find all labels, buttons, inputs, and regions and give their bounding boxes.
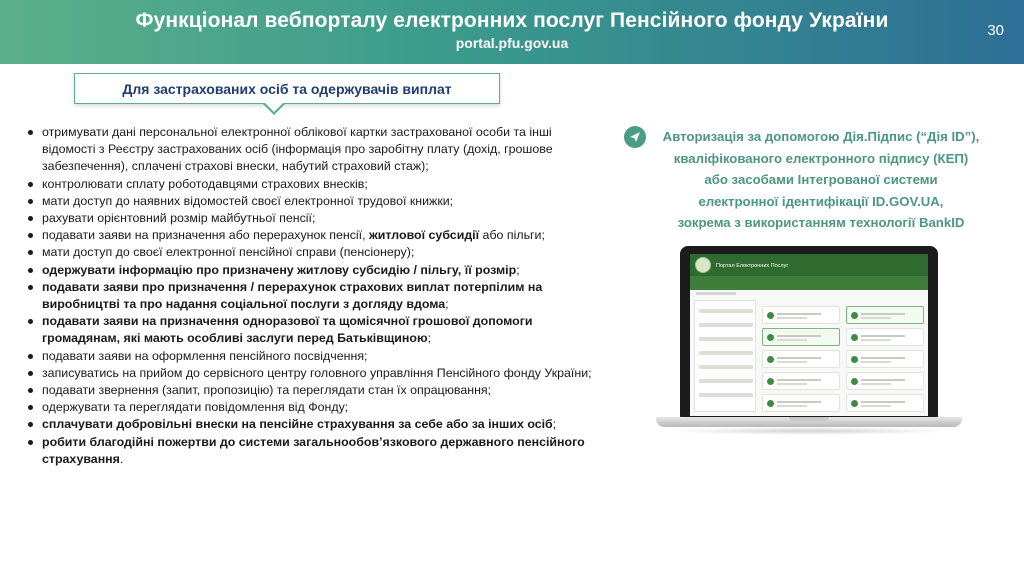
feature-text: отримувати дані персональної електронної облікової картки застрахованої особи та інші відомості з Реєстру застрахованих осіб (інформація про заробітну плату (дохід, грошове забезпечення), сплачені страхові внески, набутий страховий стаж); [42, 125, 553, 174]
feature-text: ; [427, 331, 432, 346]
feature-list-item [28, 416, 608, 433]
authorization-description [652, 126, 990, 234]
header-band [0, 0, 1024, 64]
paper-plane-icon [629, 131, 641, 143]
auth-line: зокрема з використанням технології BankID [677, 215, 965, 230]
portal-card [846, 306, 924, 324]
portal-sidebar-item [699, 337, 753, 341]
feature-text: контролювати сплату роботодавцями страхових внесків; [42, 176, 368, 191]
feature-list-item [28, 348, 608, 365]
portal-card [762, 372, 840, 390]
portal-card [846, 328, 924, 346]
pfu-emblem-icon [695, 257, 711, 273]
portal-card [762, 394, 840, 412]
feature-list-item [28, 434, 608, 468]
feature-text: мати доступ до своєї електронної пенсійної справи (пенсіонеру); [42, 245, 415, 260]
section-label-box [74, 73, 500, 104]
laptop-base-notch [789, 417, 829, 421]
feature-list-item [28, 210, 608, 227]
portal-card [762, 328, 840, 346]
feature-text: одержувати та переглядати повідомлення від Фонду; [42, 400, 349, 415]
page-number: 30 [987, 22, 1004, 39]
feature-list-item [28, 193, 608, 210]
feature-list-item [28, 244, 608, 261]
feature-text-bold: одержувати інформацію про призначену житлову субсидію / пільгу, її розмір [42, 262, 517, 277]
feature-text: . [119, 451, 124, 466]
portal-breadcrumb [696, 292, 736, 295]
auth-line: або засобами Інтегрованої системи [704, 172, 938, 187]
feature-text: ; [552, 417, 557, 432]
portal-title: Портал Електронних Послуг [716, 263, 789, 269]
feature-list-item [28, 313, 608, 347]
feature-text-bold: подавати заяви на призначення одноразової та щомісячної грошової допомоги громадянам, які мають особливі заслуги перед Батьківщиною [42, 314, 533, 346]
feature-list [28, 124, 608, 468]
laptop-image [656, 246, 962, 442]
page-title: Функціонал вебпорталу електронних послуг Пенсійного фонду України [135, 9, 889, 32]
feature-text: подавати звернення (запит, пропозицію) та переглядати стан їх опрацювання; [42, 383, 492, 398]
page-subtitle-url: portal.pfu.gov.ua [455, 35, 569, 51]
feature-text: рахувати орієнтовний розмір майбутньої пенсії; [42, 211, 316, 226]
portal-nav-bar [690, 276, 928, 290]
portal-sidebar [694, 300, 756, 412]
portal-sidebar-item [699, 379, 753, 383]
portal-card [762, 306, 840, 324]
portal-sidebar-item [699, 323, 753, 327]
feature-text: ; [445, 297, 449, 312]
feature-text: ; [516, 262, 520, 277]
auth-line: Авторизація за допомогою Дія.Підпис (“Дія ID”), [662, 129, 980, 144]
feature-text-bold: подавати заяви про призначення / перерахунок страхових виплат потерпілим на виробництві та про надання соціальної послуги з догляду вдома [42, 279, 543, 312]
feature-text: мати доступ до наявних відомостей своєї електронної трудової книжки; [42, 193, 454, 208]
feature-list-item [28, 279, 608, 313]
portal-card [846, 394, 924, 412]
feature-text: подавати заяви на оформлення пенсійного посвідчення; [42, 348, 368, 363]
auth-line: кваліфікованого електронного підпису (КЕП) [673, 150, 969, 166]
portal-card [846, 372, 924, 390]
feature-list-item [28, 399, 608, 416]
portal-sidebar-item [699, 351, 753, 355]
portal-card [762, 350, 840, 368]
feature-list-item [28, 382, 608, 399]
feature-list-item [28, 262, 608, 279]
portal-sidebar-item [699, 393, 753, 397]
portal-header [690, 254, 928, 276]
section-notch-inner [265, 103, 283, 112]
feature-text: подавати заяви на призначення або перерахунок пенсії, [42, 228, 369, 243]
auth-line: електронної ідентифікації ID.GOV.UA, [698, 193, 944, 209]
feature-text-bold: сплачувати добровільні внески на пенсійне страхування за себе або за інших осіб [42, 417, 553, 432]
feature-list-item [28, 176, 608, 193]
section-label: Для застрахованих осіб та одержувачів виплат [122, 80, 452, 97]
portal-sidebar-item [699, 365, 753, 369]
feature-text-bold: робити благодійні пожертви до системи загальнообов’язкового державного пенсійного страхування [42, 434, 585, 466]
send-arrow-icon [624, 126, 646, 148]
feature-list-item [28, 124, 608, 176]
feature-text-bold: житлової субсидії [369, 228, 480, 243]
feature-text: записуватись на прийом до сервісного центру головного управління Пенсійного фонду України; [42, 365, 592, 380]
feature-list-item [28, 227, 608, 244]
feature-list-item [28, 365, 608, 382]
portal-sidebar-item [699, 309, 753, 313]
laptop-shadow [666, 427, 952, 435]
feature-text: або пільги; [479, 228, 545, 243]
laptop-screen [690, 254, 928, 416]
portal-card [846, 350, 924, 368]
